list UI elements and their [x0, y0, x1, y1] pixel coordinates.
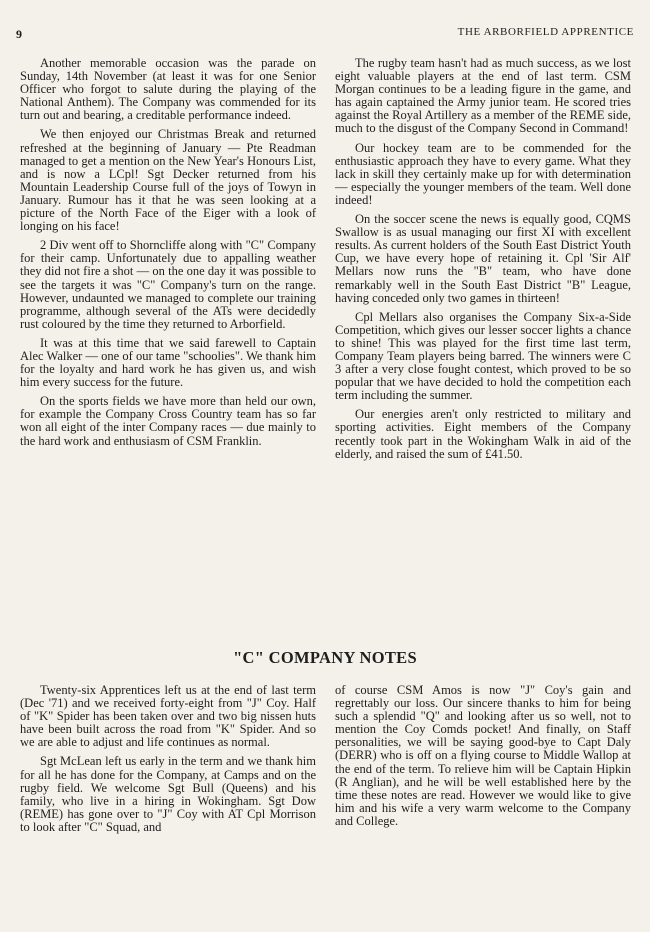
paragraph: Another memorable occasion was the parade on Sunday, 14th November (at least it was for one Senior Officer who forgot to salute during the playing of the National Anthem). The Company was commended for its turn out and bearing, a creditable performance indeed.	[20, 56, 316, 123]
paragraph: 2 Div went off to Shorncliffe along with "C" Company for their camp. Unfortunately due to appalling weather they did not fire a shot — on the one day it was possible to see the targets it was "C" Company's turn on the range. However, undaunted we managed to complete our training programme, although several of the ATs were decidedly rust coloured by the time they returned to Arborfield.	[20, 238, 316, 331]
paragraph: We then enjoyed our Christmas Break and returned refreshed at the beginning of January — Pte Readman managed to get a mention on the New Year's Honours List, and is now a LCpl! Sgt Decker returned from his Mountain Leadership Course full of the joys of Towyn in January. Rumour has it that he was seen looking at a picture of the North Face of the Eiger with a look of longing on his face!	[20, 127, 316, 234]
paragraph: Our energies aren't only restricted to military and sporting activities. Eight members of the Company recently took part in the Wokingham Walk in aid of the elderly, and raised the sum of £41.50.	[335, 407, 631, 461]
article-column-bottom-left	[20, 684, 316, 840]
paragraph: of course CSM Amos is now "J" Coy's gain and regrettably our loss. Our sincere thanks to him for being such a splendid "Q" and looking after us so well, not to mention the Coy Comds pocket! And finally, on Staff personalities, we will be saying good-bye to Capt Daly (DERR) who is off on a flying course to Middle Wallop at the end of the term. To relieve him will be Captain Hipkin (R Anglian), and he will be well established here by the time these notes are read. However we would like to give him and his wife a very warm welcome to the Company and College.	[335, 683, 631, 828]
paragraph: Cpl Mellars also organises the Company Six-a-Side Competition, which gives our lesser soccer lights a chance to shine! This was played for the first time last term, Company Team players being barred. The winners were C 3 after a very close fought contest, which proved to be so popular that we have decided to hold the competition each term including the summer.	[335, 309, 631, 403]
article-column-top-right	[335, 57, 631, 467]
paragraph: Sgt McLean left us early in the term and we thank him for all he has done for the Company, at Camps and on the rugby field. We welcome Sgt Bull (Queens) and his family, who live in a hiring in Wokingham. Sgt Dow (REME) has gone over to "J" Coy with AT Cpl Morrison to look after "C" Squad, and	[20, 754, 316, 834]
page-number: 9	[16, 27, 22, 41]
article-column-top-left	[20, 57, 316, 454]
paragraph: Our hockey team are to be commended for the enthusiastic approach they have to every game. What they lack in skill they certainly make up for with determination — especially the younger members of the team. Well done indeed!	[335, 140, 631, 207]
paragraph: The rugby team hasn't had as much success, as we lost eight valuable players at the end of last term. CSM Morgan continues to be a leading figure in the game, and has again captained the Army junior team. He scored tries against the Royal Artillery as a member of the REME side, much to the disgust of the Company Second in Command!	[335, 56, 631, 136]
section-heading: "C" COMPANY NOTES	[233, 648, 417, 667]
paragraph: It was at this time that we said farewell to Captain Alec Walker — one of our tame "schoolies". We thank him for the loyalty and hard work he has given us, and wish him every success for the future.	[20, 335, 316, 390]
running-title: THE ARBORFIELD APPRENTICE	[457, 26, 634, 38]
paragraph: On the sports fields we have more than held our own, for example the Company Cross Country team has so far won all eight of the inter Company races — due mainly to the hard work and enthusiasm of CSM Franklin.	[20, 394, 316, 448]
article-column-bottom-right	[335, 684, 631, 834]
paragraph: On the soccer scene the news is equally good, CQMS Swallow is as usual managing our first XI with excellent results. As current holders of the South East District Youth Cup, we have every hope of retaining it. Cpl 'Sir Alf' Mellars now runs the "B" team, who have done remarkably well in the South East District "B" League, having conceded only two games in thirteen!	[335, 212, 631, 305]
paragraph: Twenty-six Apprentices left us at the end of last term (Dec '71) and we received forty-eight from "J" Coy. Half of "K" Spider has been taken over and two big nissen huts have been built across the road from "K" Spider. And so we are able to adjust and life continues as normal.	[20, 683, 316, 750]
